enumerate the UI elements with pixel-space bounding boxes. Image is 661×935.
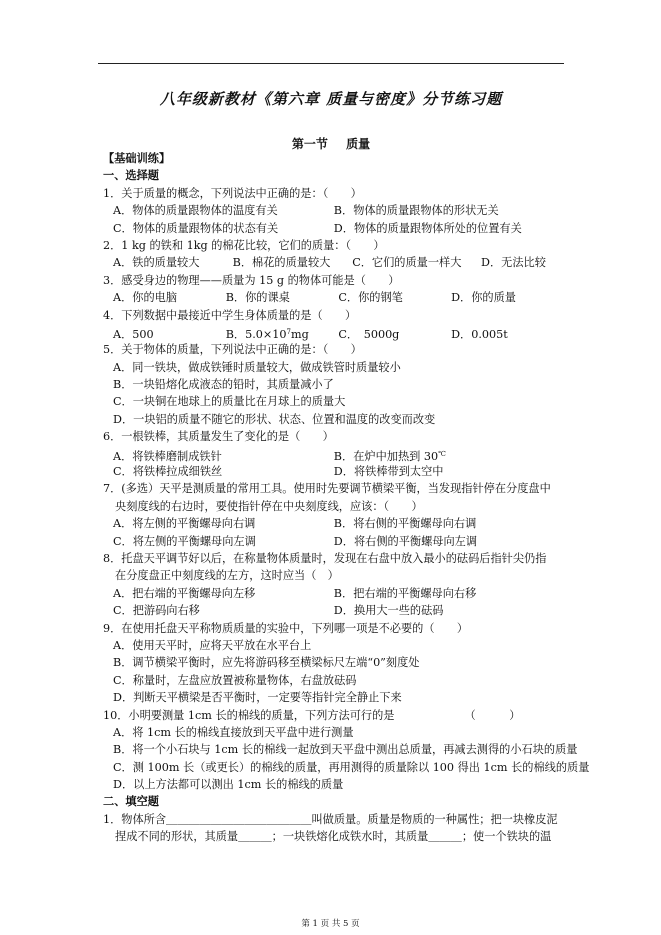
question-2-options <box>103 254 573 271</box>
question-4-option-b: B．$5.0\times 10^7mg$ <box>225 327 309 341</box>
question-2-option-b: B．棉花的质量较大 <box>232 256 331 270</box>
question-5-option-b: B．一块铅熔化成液态的铅时，其质量减小了 <box>113 378 334 392</box>
part1-heading: 一、选择题 <box>103 168 159 183</box>
question-6-option-b: B．在炉中加热到 30℃ <box>333 449 446 463</box>
question-7-stem-line2: 央刻度线的右边时，要使指针停在中央刻度线，应该：（ ） <box>115 499 423 513</box>
question-10-stem: 10．小明要测量 1cm 长的棉线的质量，下列方法可行的是 <box>103 708 395 722</box>
question-7-option-b: B．将右侧的平衡螺母向右调 <box>333 517 477 531</box>
question-3-stem: 3．感受身边的物理——质量为 15 g 的物体可能是（ ） <box>103 273 400 287</box>
question-3-option-c: C．你的钢笔 <box>338 291 403 305</box>
question-6-option-c: C．将铁棒拉成细铁丝 <box>113 465 223 479</box>
question-8-option-a: A．把右端的平衡螺母向左移 <box>113 586 256 600</box>
question-6-options-row2 <box>103 463 573 480</box>
question-10-option-c: C．测 100m 长（或更长）的棉线的质量，再用测得的质量除以 100 得出 1cm 长的棉线的质量 <box>113 760 590 774</box>
question-7-option-a: A．将左侧的平衡螺母向右调 <box>113 517 256 531</box>
question-10-option-b: B．将一个小石块与 1cm 长的棉线一起放到天平盘中测出总质量，再减去测得的小石块的质量 <box>113 743 578 757</box>
question-9-stem: 9．在使用托盘天平称物质质量的实验中，下列哪一项是不必要的（ ） <box>103 621 469 635</box>
question-4-stem: 4．下列数据中最接近中学生身体质量的是（ ） <box>103 308 357 322</box>
question-6-option-a: A．将铁棒磨制成铁针 <box>113 449 222 463</box>
question-9-option-d: D．判断天平横梁是否平衡时，一定要等指针完全静止下来 <box>113 691 402 705</box>
question-8-option-d: D．换用大一些的砝码 <box>333 604 444 618</box>
page-footer: 第 1 页 共 5 页 <box>301 919 360 929</box>
question-9-option-b: B．调节横梁平衡时，应先将游码移至横梁标尺左端“0”刻度处 <box>113 656 420 670</box>
question-1-option-a: A．物体的质量跟物体的温度有关 <box>113 204 278 218</box>
question-8-options-row2 <box>103 602 573 619</box>
question-1-options-row2 <box>103 220 573 237</box>
question-2-option-c: C．它们的质量一样大 <box>352 256 462 270</box>
question-5-stem: 5．关于物体的质量，下列说法中正确的是：（ ） <box>103 343 362 357</box>
question-4-options <box>103 324 573 341</box>
question-2-option-d: D．无法比较 <box>480 256 546 270</box>
question-9-option-c: C．称量时，左盘应放置被称量物体，右盘放砝码 <box>113 673 357 687</box>
question-1-option-b: B．物体的质量跟物体的形状无关 <box>333 204 499 218</box>
question-3-option-b: B．你的课桌 <box>225 291 290 305</box>
question-4-option-c: C． 5000g <box>338 327 400 341</box>
question-10-option-a: A．将 1cm 长的棉线直接放到天平盘中进行测量 <box>113 725 354 739</box>
question-8-option-c: C．把游码向右移 <box>113 604 200 618</box>
question-2-option-a: A．铁的质量较大 <box>113 256 200 270</box>
question-4-option-a: A．500 <box>113 327 154 341</box>
question-8-option-b: B．把右端的平衡螺母向右移 <box>333 586 477 600</box>
question-7-options-row1 <box>103 515 573 532</box>
question-9-option-a: A．使用天平时，应将天平放在水平台上 <box>113 638 312 652</box>
question-7-option-c: C．将左侧的平衡螺母向左调 <box>113 534 256 548</box>
question-7-stem-line1: 7．(多选）天平是测质量的常用工具。使用时先要调节横梁平衡，当发现指针停在分度盘中 <box>103 482 551 496</box>
question-8-stem-line1: 8．托盘天平调节好以后，在称量物体质量时，发现在右盘中放入最小的砝码后指针尖仍指 <box>103 551 547 565</box>
question-1-option-c: C．物体的质量跟物体的状态有关 <box>113 221 279 235</box>
question-3-options <box>103 289 573 306</box>
question-8-options-row1 <box>103 585 573 602</box>
question-8-stem-line2: 在分度盘正中刻度线的左方，这时应当（ ） <box>115 569 339 583</box>
part2-heading: 二、填空题 <box>103 794 159 809</box>
document-title: 八年级新教材《第六章 质量与密度》分节练习题 <box>159 90 503 108</box>
question-10-option-d: D．以上方法都可以测出 1cm 长的棉线的质量 <box>113 778 344 792</box>
question-1-options-row1 <box>103 202 573 219</box>
question-6-stem: 6．一根铁棒，其质量发生了变化的是（ ） <box>103 430 334 444</box>
question-10-answer-paren: （ ） <box>464 708 521 722</box>
question-5-option-c: C．一块铜在地球上的质量比在月球上的质量大 <box>113 395 346 409</box>
fill-1-line2: 捏成不同的形状，其质量＿＿＿；一块铁熔化成铁水时，其质量＿＿＿；使一个铁块的温 <box>115 830 552 844</box>
basic-training-heading: 【基础训练】 <box>103 151 171 165</box>
question-7-option-d: D．将右侧的平衡螺母向左调 <box>333 534 478 548</box>
question-6-options-row1 <box>103 446 573 463</box>
question-5-option-d: D．一块铝的质量不随它的形状、状态、位置和温度的改变而改变 <box>113 412 436 426</box>
question-4-option-d: D．0.005t <box>451 327 508 341</box>
header-rule <box>98 63 564 64</box>
question-7-options-row2 <box>103 533 573 550</box>
question-2-stem: 2．1 kg 的铁和 1kg 的棉花比较，它们的质量：（ ） <box>103 238 385 252</box>
fill-1-line1: 1．物体所含＿＿＿＿＿＿＿＿＿＿＿＿＿叫做质量。质量是物质的一种属性；把一块橡皮泥 <box>103 812 558 826</box>
question-10-stem-row <box>103 707 573 724</box>
question-1-option-d: D．物体的质量跟物体所处的位置有关 <box>333 221 522 235</box>
question-3-option-a: A．你的电脑 <box>113 291 178 305</box>
question-3-option-d: D．你的质量 <box>451 291 516 305</box>
section-title: 第一节 质量 <box>291 137 371 151</box>
question-1-stem: 1．关于质量的概念，下列说法中正确的是：（ ） <box>103 186 362 200</box>
question-5-option-a: A．同一铁块，做成铁锤时质量较大，做成铁管时质量较小 <box>113 360 401 374</box>
question-6-option-d: D．将铁棒带到太空中 <box>333 465 444 479</box>
exercise-content <box>103 150 590 846</box>
